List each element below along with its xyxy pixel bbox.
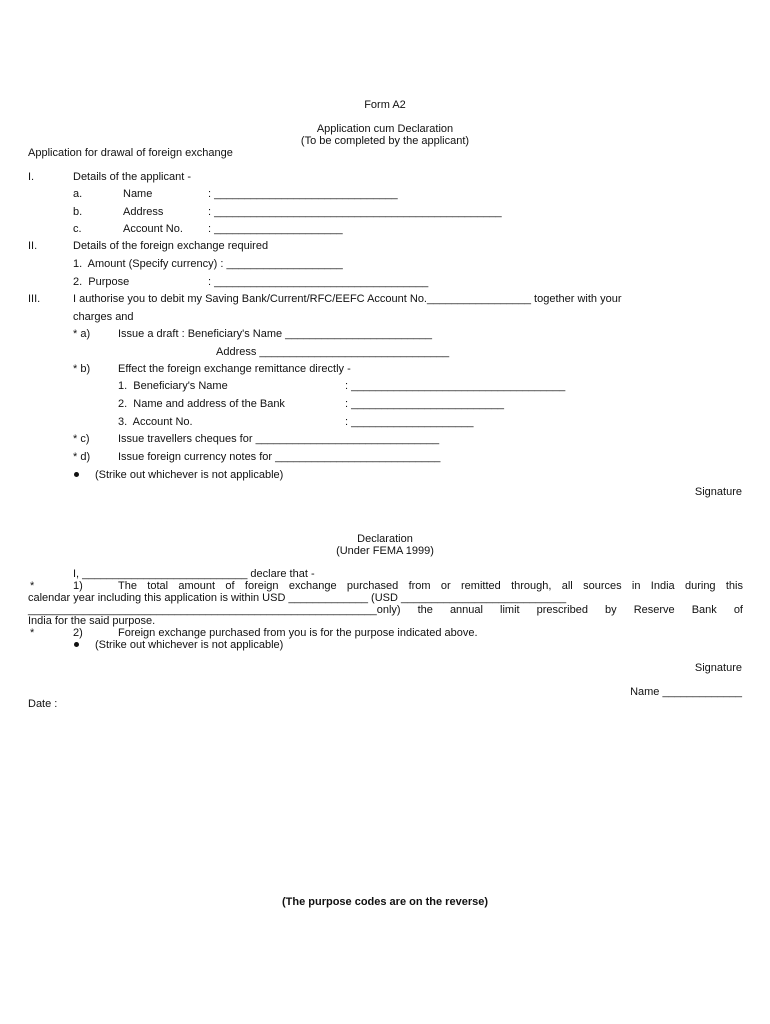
applicant-name-letter: a. (73, 188, 83, 200)
declaration-item-2-star: * (30, 627, 35, 639)
date-label: Date : (28, 698, 58, 710)
beneficiary-account-label: 3. Account No. (118, 416, 193, 428)
currency-notes-field[interactable]: Issue foreign currency notes for ___________________________ (118, 451, 441, 463)
section-2-title: Details of the foreign exchange required (73, 240, 269, 252)
bank-name-address-field[interactable]: : _________________________ (345, 398, 505, 410)
beneficiary-name-label: 1. Beneficiary's Name (118, 380, 228, 392)
applicant-address-field[interactable]: : _______________________________________________ (208, 206, 502, 218)
declarant-signature-label: Signature (694, 662, 742, 674)
declarant-name-field[interactable]: Name _____________ (630, 686, 742, 698)
applicant-signature-label: Signature (694, 486, 742, 498)
bullet-icon (74, 642, 79, 647)
remittance-title: Effect the foreign exchange remittance directly - (118, 363, 351, 375)
beneficiary-account-field[interactable]: : ____________________ (345, 416, 474, 428)
authorisation-text[interactable]: I authorise you to debit my Saving Bank/Current/RFC/EEFC Account No._________________ together with your (73, 293, 622, 305)
declaration-usd-field[interactable]: calendar year including this application is within USD _____________ (USD ___________________________ (28, 592, 567, 604)
bank-name-address-label: 2. Name and address of the Bank (118, 398, 285, 410)
purpose-field[interactable]: : ___________________________________ (208, 276, 429, 288)
declaration-strike-note: (Strike out whichever is not applicable) (95, 639, 284, 651)
form-number: Form A2 (364, 99, 406, 111)
draft-address-field[interactable]: Address _______________________________ (216, 346, 450, 358)
section-2-number: II. (28, 240, 38, 252)
option-d-mark: * d) (73, 451, 91, 463)
applicant-account-label: Account No. (123, 223, 183, 235)
bullet-icon (74, 472, 79, 477)
option-c-mark: * c) (73, 433, 90, 445)
form-subtitle: (To be completed by the applicant) (300, 135, 470, 147)
declaration-usd-words-field[interactable]: _________________________________________________________only) the annual limit prescribed by Reserve Bank of (28, 604, 743, 616)
declaration-item-1-text: The total amount of foreign exchange purchased from or remitted through, all sources in India during this (118, 580, 743, 592)
declaration-item-2-text: Foreign exchange purchased from you is for the purpose indicated above. (118, 627, 478, 639)
declarant-name-field[interactable]: I, ___________________________ declare that - (73, 568, 315, 580)
applicant-account-letter: c. (73, 223, 82, 235)
application-intro: Application for drawal of foreign exchange (28, 147, 233, 159)
declaration-item-2-number: 2) (73, 627, 83, 639)
declaration-subtitle: (Under FEMA 1999) (336, 545, 434, 557)
amount-field[interactable]: 1. Amount (Specify currency) : ___________________ (73, 258, 343, 270)
draft-beneficiary-field[interactable]: Issue a draft : Beneficiary's Name ________________________ (118, 328, 432, 340)
declaration-item-1-star: * (30, 580, 35, 592)
authorisation-text-cont: charges and (73, 311, 134, 323)
declaration-title: Declaration (357, 533, 413, 545)
form-title: Application cum Declaration (316, 123, 454, 135)
declaration-item-1-end: India for the said purpose. (28, 615, 156, 627)
applicant-name-field[interactable]: : ______________________________ (208, 188, 398, 200)
reverse-note: (The purpose codes are on the reverse) (281, 896, 488, 908)
option-a-mark: * a) (73, 328, 91, 340)
declaration-item-1-number: 1) (73, 580, 83, 592)
strike-note: (Strike out whichever is not applicable) (95, 469, 284, 481)
section-1-title: Details of the applicant - (73, 171, 192, 183)
purpose-label: 2. Purpose (73, 276, 130, 288)
applicant-account-field[interactable]: : _____________________ (208, 223, 343, 235)
option-b-mark: * b) (73, 363, 91, 375)
travellers-cheques-field[interactable]: Issue travellers cheques for ______________________________ (118, 433, 440, 445)
beneficiary-name-field[interactable]: : ___________________________________ (345, 380, 566, 392)
applicant-name-label: Name (123, 188, 153, 200)
applicant-address-label: Address (123, 206, 164, 218)
section-1-number: I. (28, 171, 35, 183)
applicant-address-letter: b. (73, 206, 83, 218)
section-3-number: III. (28, 293, 41, 305)
